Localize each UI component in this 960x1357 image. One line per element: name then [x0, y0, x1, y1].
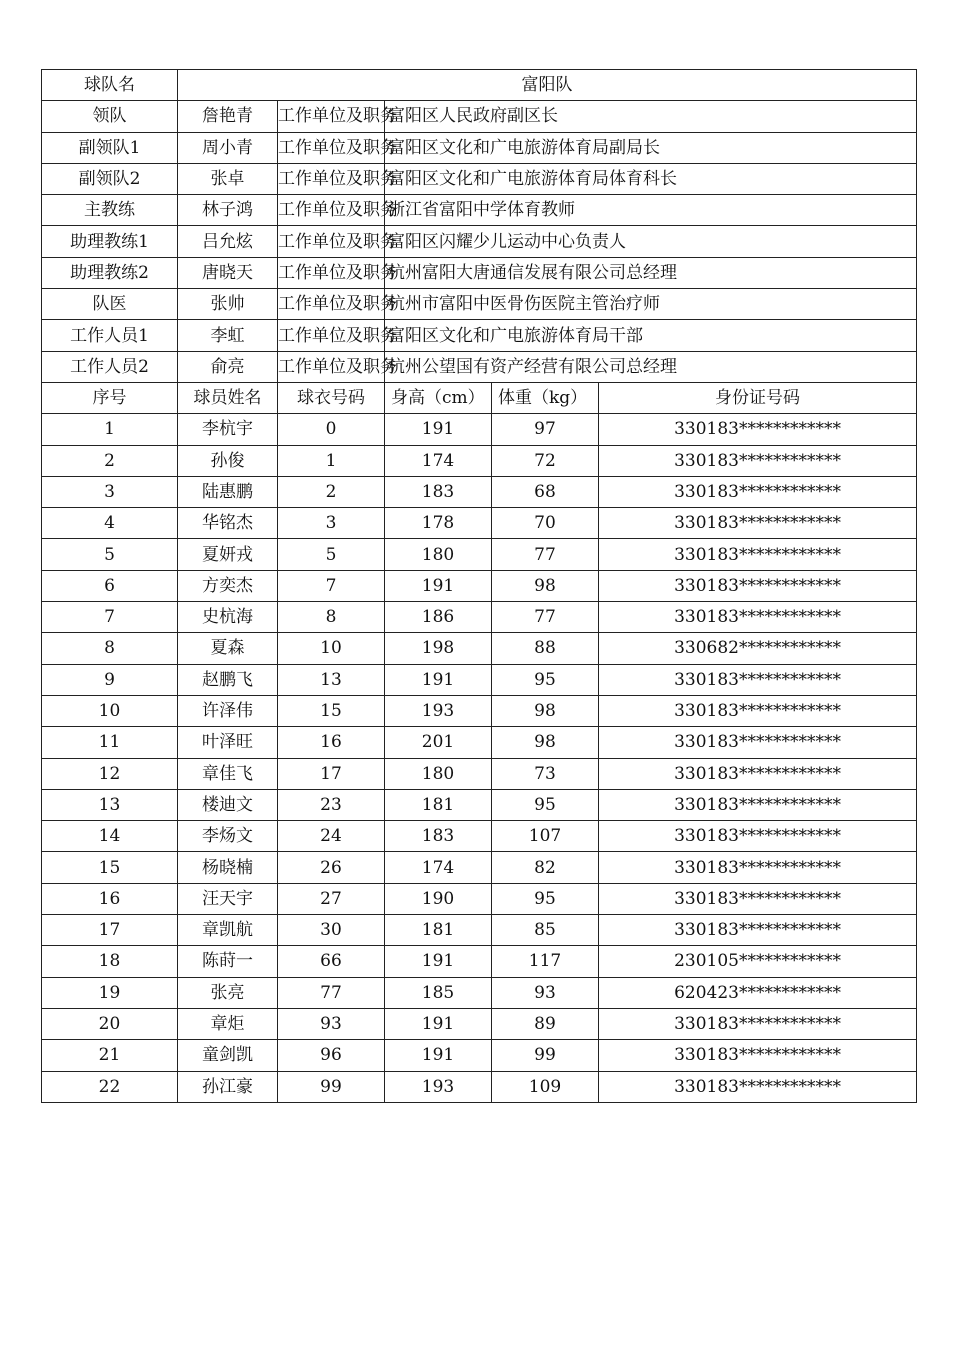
player-seq: 17 [42, 915, 178, 946]
player-jersey: 0 [278, 414, 385, 445]
player-row [42, 789, 917, 820]
player-id-number: 230105************ [599, 946, 917, 977]
player-row [42, 539, 917, 570]
player-weight: 95 [492, 789, 599, 820]
staff-name: 林子鸿 [178, 195, 278, 226]
player-height: 191 [385, 946, 492, 977]
player-jersey: 96 [278, 1040, 385, 1071]
player-seq: 13 [42, 789, 178, 820]
player-seq: 3 [42, 476, 178, 507]
staff-name: 李虹 [178, 320, 278, 351]
player-jersey: 30 [278, 915, 385, 946]
staff-name: 张卓 [178, 163, 278, 194]
player-name: 章佳飞 [178, 758, 278, 789]
player-row [42, 946, 917, 977]
player-weight: 88 [492, 633, 599, 664]
player-weight: 95 [492, 664, 599, 695]
staff-role: 主教练 [42, 195, 178, 226]
staff-row [42, 320, 917, 351]
player-row [42, 445, 917, 476]
roster-body [42, 70, 917, 1103]
player-name: 陈莳一 [178, 946, 278, 977]
staff-position: 富阳区闪耀少儿运动中心负责人 [385, 226, 917, 257]
player-row [42, 664, 917, 695]
player-jersey: 17 [278, 758, 385, 789]
player-height: 180 [385, 758, 492, 789]
player-jersey: 2 [278, 476, 385, 507]
staff-row [42, 257, 917, 288]
staff-role: 工作人员2 [42, 351, 178, 382]
player-jersey: 16 [278, 727, 385, 758]
staff-row [42, 163, 917, 194]
player-id-number: 330183************ [599, 414, 917, 445]
player-row [42, 602, 917, 633]
player-height: 181 [385, 789, 492, 820]
player-jersey: 24 [278, 821, 385, 852]
player-seq: 1 [42, 414, 178, 445]
player-seq: 6 [42, 570, 178, 601]
player-height: 178 [385, 508, 492, 539]
player-row [42, 414, 917, 445]
player-seq: 12 [42, 758, 178, 789]
player-weight: 107 [492, 821, 599, 852]
player-name: 许泽伟 [178, 695, 278, 726]
player-weight: 82 [492, 852, 599, 883]
player-jersey: 10 [278, 633, 385, 664]
player-jersey: 1 [278, 445, 385, 476]
player-jersey: 23 [278, 789, 385, 820]
player-seq: 8 [42, 633, 178, 664]
staff-position: 富阳区人民政府副区长 [385, 101, 917, 132]
staff-role: 助理教练1 [42, 226, 178, 257]
player-id-number: 330183************ [599, 852, 917, 883]
header-seq: 序号 [42, 382, 178, 413]
player-id-number: 330183************ [599, 695, 917, 726]
staff-duty-label: 工作单位及职务 [278, 257, 385, 288]
player-height: 191 [385, 570, 492, 601]
player-seq: 18 [42, 946, 178, 977]
player-height: 193 [385, 695, 492, 726]
staff-name: 唐晓天 [178, 257, 278, 288]
player-height: 191 [385, 664, 492, 695]
player-jersey: 26 [278, 852, 385, 883]
staff-position: 浙江省富阳中学体育教师 [385, 195, 917, 226]
player-height: 190 [385, 883, 492, 914]
player-height: 185 [385, 977, 492, 1008]
staff-row [42, 289, 917, 320]
staff-role: 工作人员1 [42, 320, 178, 351]
player-row [42, 883, 917, 914]
player-seq: 15 [42, 852, 178, 883]
player-weight: 70 [492, 508, 599, 539]
staff-position: 杭州市富阳中医骨伤医院主管治疗师 [385, 289, 917, 320]
staff-role: 队医 [42, 289, 178, 320]
player-seq: 16 [42, 883, 178, 914]
staff-position: 富阳区文化和广电旅游体育局副局长 [385, 132, 917, 163]
player-seq: 22 [42, 1071, 178, 1102]
player-id-number: 330183************ [599, 476, 917, 507]
player-weight: 72 [492, 445, 599, 476]
player-height: 198 [385, 633, 492, 664]
staff-duty-label: 工作单位及职务 [278, 320, 385, 351]
header-jersey: 球衣号码 [278, 382, 385, 413]
header-height: 身高（cm） [385, 382, 492, 413]
staff-row [42, 226, 917, 257]
player-name: 杨晓楠 [178, 852, 278, 883]
header-id-number: 身份证号码 [599, 382, 917, 413]
player-jersey: 99 [278, 1071, 385, 1102]
player-height: 193 [385, 1071, 492, 1102]
player-name: 孙江豪 [178, 1071, 278, 1102]
player-weight: 73 [492, 758, 599, 789]
player-height: 191 [385, 1040, 492, 1071]
player-seq: 7 [42, 602, 178, 633]
player-row [42, 821, 917, 852]
player-name: 童剑凯 [178, 1040, 278, 1071]
staff-duty-label: 工作单位及职务 [278, 226, 385, 257]
player-weight: 97 [492, 414, 599, 445]
player-id-number: 330183************ [599, 883, 917, 914]
player-name: 李杭宇 [178, 414, 278, 445]
player-row [42, 476, 917, 507]
player-seq: 9 [42, 664, 178, 695]
player-row [42, 1071, 917, 1102]
player-id-number: 330183************ [599, 539, 917, 570]
player-weight: 93 [492, 977, 599, 1008]
staff-name: 俞亮 [178, 351, 278, 382]
player-seq: 5 [42, 539, 178, 570]
staff-role: 助理教练2 [42, 257, 178, 288]
player-id-number: 330183************ [599, 664, 917, 695]
player-weight: 95 [492, 883, 599, 914]
player-row [42, 977, 917, 1008]
player-id-number: 330183************ [599, 758, 917, 789]
player-seq: 20 [42, 1008, 178, 1039]
player-id-number: 330682************ [599, 633, 917, 664]
player-name: 章炬 [178, 1008, 278, 1039]
staff-duty-label: 工作单位及职务 [278, 101, 385, 132]
player-height: 174 [385, 445, 492, 476]
player-name: 陆惠鹏 [178, 476, 278, 507]
player-height: 191 [385, 414, 492, 445]
player-jersey: 8 [278, 602, 385, 633]
staff-duty-label: 工作单位及职务 [278, 195, 385, 226]
player-height: 180 [385, 539, 492, 570]
player-row [42, 508, 917, 539]
staff-role: 领队 [42, 101, 178, 132]
player-weight: 109 [492, 1071, 599, 1102]
staff-duty-label: 工作单位及职务 [278, 163, 385, 194]
player-seq: 2 [42, 445, 178, 476]
team-name-row [42, 70, 917, 101]
staff-role: 副领队2 [42, 163, 178, 194]
player-weight: 99 [492, 1040, 599, 1071]
player-height: 183 [385, 821, 492, 852]
player-row [42, 570, 917, 601]
header-weight: 体重（kg） [492, 382, 599, 413]
player-id-number: 330183************ [599, 1040, 917, 1071]
player-weight: 98 [492, 695, 599, 726]
player-name: 叶泽旺 [178, 727, 278, 758]
player-seq: 14 [42, 821, 178, 852]
player-jersey: 77 [278, 977, 385, 1008]
player-weight: 77 [492, 539, 599, 570]
player-weight: 85 [492, 915, 599, 946]
player-name: 楼迪文 [178, 789, 278, 820]
team-roster-table [41, 69, 917, 1103]
player-id-number: 620423************ [599, 977, 917, 1008]
header-player-name: 球员姓名 [178, 382, 278, 413]
player-id-number: 330183************ [599, 789, 917, 820]
staff-position: 富阳区文化和广电旅游体育局体育科长 [385, 163, 917, 194]
player-id-number: 330183************ [599, 445, 917, 476]
player-name: 孙俊 [178, 445, 278, 476]
player-weight: 98 [492, 727, 599, 758]
staff-position: 杭州富阳大唐通信发展有限公司总经理 [385, 257, 917, 288]
player-height: 201 [385, 727, 492, 758]
player-row [42, 695, 917, 726]
player-name: 方奕杰 [178, 570, 278, 601]
player-id-number: 330183************ [599, 821, 917, 852]
player-jersey: 93 [278, 1008, 385, 1039]
player-id-number: 330183************ [599, 1071, 917, 1102]
player-jersey: 5 [278, 539, 385, 570]
player-jersey: 66 [278, 946, 385, 977]
staff-row [42, 195, 917, 226]
player-height: 181 [385, 915, 492, 946]
player-name: 夏妍戎 [178, 539, 278, 570]
player-name: 章凯航 [178, 915, 278, 946]
player-id-number: 330183************ [599, 915, 917, 946]
player-row [42, 1040, 917, 1071]
player-jersey: 13 [278, 664, 385, 695]
player-name: 李炀文 [178, 821, 278, 852]
staff-position: 杭州公望国有资产经营有限公司总经理 [385, 351, 917, 382]
player-name: 赵鹏飞 [178, 664, 278, 695]
staff-duty-label: 工作单位及职务 [278, 289, 385, 320]
player-jersey: 27 [278, 883, 385, 914]
player-row [42, 727, 917, 758]
player-id-number: 330183************ [599, 508, 917, 539]
player-row [42, 758, 917, 789]
player-id-number: 330183************ [599, 727, 917, 758]
player-seq: 11 [42, 727, 178, 758]
staff-name: 张帅 [178, 289, 278, 320]
player-id-number: 330183************ [599, 570, 917, 601]
player-id-number: 330183************ [599, 1008, 917, 1039]
player-row [42, 1008, 917, 1039]
staff-name: 周小青 [178, 132, 278, 163]
staff-role: 副领队1 [42, 132, 178, 163]
team-name: 富阳队 [178, 70, 917, 101]
player-weight: 98 [492, 570, 599, 601]
player-weight: 77 [492, 602, 599, 633]
player-weight: 117 [492, 946, 599, 977]
staff-position: 富阳区文化和广电旅游体育局干部 [385, 320, 917, 351]
player-seq: 19 [42, 977, 178, 1008]
player-name: 史杭海 [178, 602, 278, 633]
player-seq: 21 [42, 1040, 178, 1071]
staff-row [42, 101, 917, 132]
player-height: 183 [385, 476, 492, 507]
player-seq: 10 [42, 695, 178, 726]
staff-name: 吕允炫 [178, 226, 278, 257]
player-height: 174 [385, 852, 492, 883]
team-label: 球队名 [42, 70, 178, 101]
player-seq: 4 [42, 508, 178, 539]
staff-duty-label: 工作单位及职务 [278, 132, 385, 163]
player-name: 张亮 [178, 977, 278, 1008]
player-name: 夏森 [178, 633, 278, 664]
player-row [42, 915, 917, 946]
player-jersey: 3 [278, 508, 385, 539]
staff-duty-label: 工作单位及职务 [278, 351, 385, 382]
staff-row [42, 132, 917, 163]
player-row [42, 852, 917, 883]
player-row [42, 633, 917, 664]
staff-row [42, 351, 917, 382]
player-height: 186 [385, 602, 492, 633]
player-jersey: 15 [278, 695, 385, 726]
player-weight: 89 [492, 1008, 599, 1039]
player-weight: 68 [492, 476, 599, 507]
player-header-row [42, 382, 917, 413]
player-jersey: 7 [278, 570, 385, 601]
player-name: 汪天宇 [178, 883, 278, 914]
staff-name: 詹艳青 [178, 101, 278, 132]
player-name: 华铭杰 [178, 508, 278, 539]
player-height: 191 [385, 1008, 492, 1039]
player-id-number: 330183************ [599, 602, 917, 633]
